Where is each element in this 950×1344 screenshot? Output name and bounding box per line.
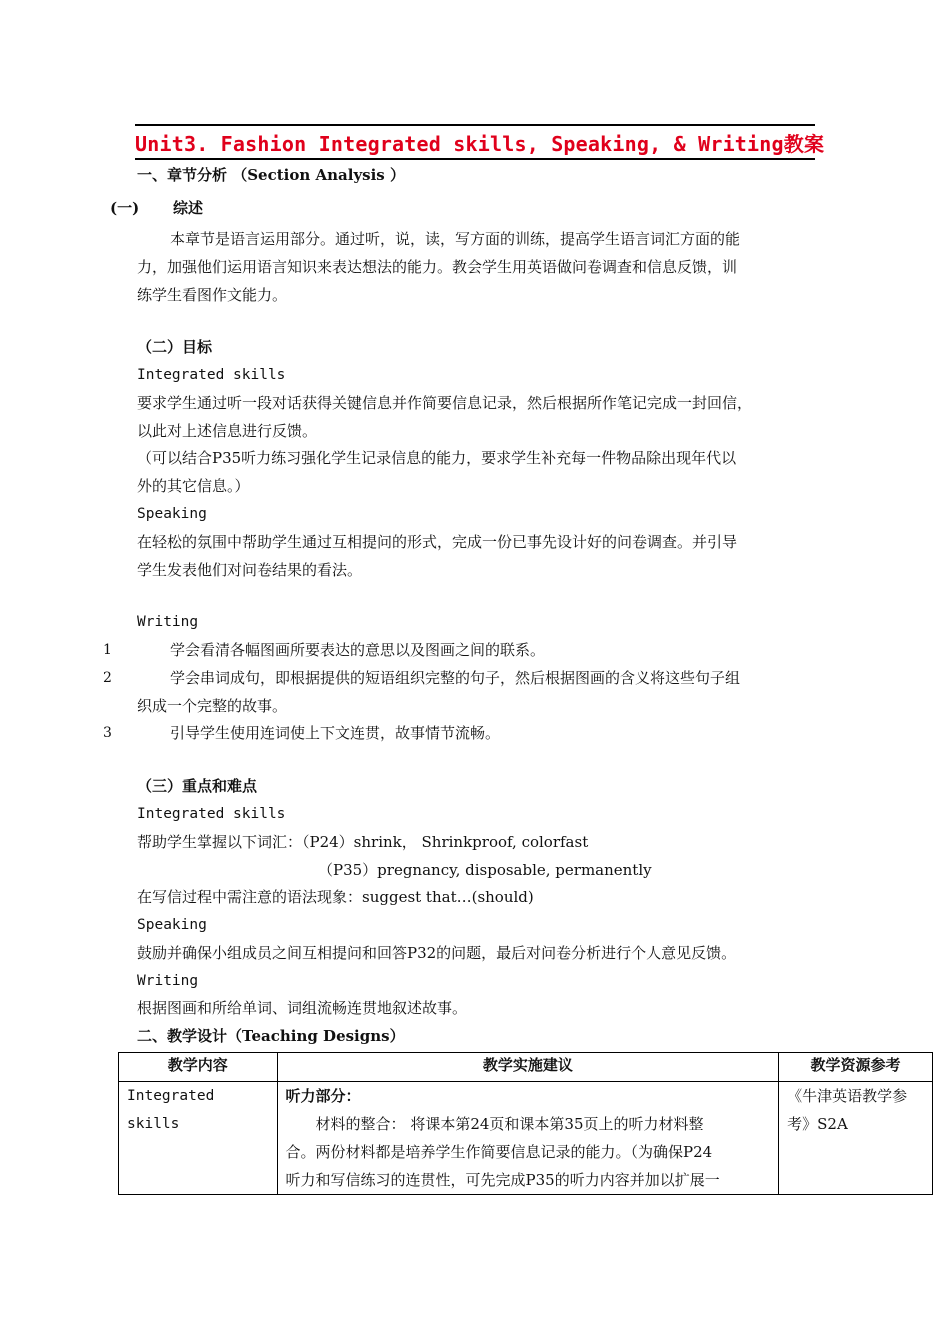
goal-integrated-line: 要求学生通过听一段对话获得关键信息并作简要信息记录，然后根据所作笔记完成一封回信， xyxy=(137,394,753,412)
goal-speaking-line: 学生发表他们对问卷结果的看法。 xyxy=(137,561,363,579)
key-vocab-line: （P35）pregnancy, disposable, permanently xyxy=(318,861,652,879)
header-cell: 教学资源参考 xyxy=(779,1053,933,1082)
section1-heading: 一、章节分析 （Section Analysis ） xyxy=(137,166,405,184)
title-banner xyxy=(135,124,825,160)
content-cell xyxy=(119,1082,278,1195)
suggestion-line: 听力和写信练习的连贯性，可先完成P35的听力内容并加以扩展一 xyxy=(285,1171,720,1189)
document-title: Unit3. Fashion Integrated skills, Speaking, & Writing教案 xyxy=(135,132,825,156)
header-cell: 教学实施建议 xyxy=(277,1053,779,1082)
sub1-marker: (一) xyxy=(110,199,140,217)
sub2-title: （二）目标 xyxy=(137,338,213,356)
key-vocab-line: 帮助学生掌握以下词汇：（P24）shrink， Shrinkproof, colorfast xyxy=(137,833,589,851)
key-speaking-heading: Speaking xyxy=(137,917,207,933)
resource-line: 考》S2A xyxy=(787,1115,848,1133)
goal-integrated-line: 以此对上述信息进行反馈。 xyxy=(137,422,318,440)
suggestion-line: 合。两份材料都是培养学生作简要信息记录的能力。（为确保P24 xyxy=(285,1143,713,1161)
writing-item-line: 学会看清各幅图画所要表达的意思以及图画之间的联系。 xyxy=(170,641,546,659)
resource-line: 《牛津英语教学参 xyxy=(787,1087,908,1105)
writing-item-line: 学会串词成句，即根据提供的短语组织完整的句子，然后根据图画的含义将这些句子组 xyxy=(170,669,741,687)
summary-line: 本章节是语言运用部分。通过听，说，读，写方面的训练，提高学生语言词汇方面的能 xyxy=(170,230,741,248)
writing-item-number: 1 xyxy=(103,642,112,658)
suggestion-cell xyxy=(277,1082,779,1195)
goal-speaking-heading: Speaking xyxy=(137,506,207,522)
key-writing-line: 根据图画和所给单词、词组流畅连贯地叙述故事。 xyxy=(137,999,468,1017)
writing-item-line: 引导学生使用连词使上下文连贯，故事情节流畅。 xyxy=(170,724,501,742)
table-header-row xyxy=(119,1053,933,1082)
suggestion-title: 听力部分： xyxy=(285,1087,361,1105)
goal-integrated-line: （可以结合P35听力练习强化学生记录信息的能力，要求学生补充每一件物品除出现年代以 xyxy=(137,449,737,467)
writing-item-number: 3 xyxy=(103,725,112,741)
writing-item-line: 织成一个完整的故事。 xyxy=(137,697,288,715)
key-writing-heading: Writing xyxy=(137,973,199,989)
writing-item-number: 2 xyxy=(103,670,112,686)
summary-line: 力，加强他们运用语言知识来表达想法的能力。教会学生用英语做问卷调查和信息反馈，训 xyxy=(137,258,738,276)
sub1-title: 综述 xyxy=(173,199,204,217)
content-line: skills xyxy=(127,1116,180,1132)
section2-heading: 二、教学设计（Teaching Designs） xyxy=(137,1027,405,1045)
header-cell: 教学内容 xyxy=(119,1053,278,1082)
goal-writing-heading: Writing xyxy=(137,614,199,630)
suggestion-line: 材料的整合： 将课本第24页和课本第35页上的听力材料整 xyxy=(315,1115,704,1133)
goal-speaking-line: 在轻松的氛围中帮助学生通过互相提问的形式，完成一份已事先设计好的问卷调查。并引导 xyxy=(137,533,738,551)
teaching-design-table xyxy=(118,1052,933,1195)
key-speaking-line: 鼓励并确保小组成员之间互相提问和回答P32的问题，最后对问卷分析进行个人意见反馈。 xyxy=(137,944,737,962)
goal-integrated-line: 外的其它信息。） xyxy=(137,477,250,495)
key-integrated-heading: Integrated skills xyxy=(137,806,286,822)
resource-cell xyxy=(779,1082,933,1195)
summary-line: 练学生看图作文能力。 xyxy=(137,286,288,304)
key-grammar-line: 在写信过程中需注意的语法现象：suggest that…(should) xyxy=(137,888,534,906)
table-row xyxy=(119,1082,933,1195)
goal-integrated-heading: Integrated skills xyxy=(137,367,286,383)
content-line: Integrated xyxy=(127,1088,215,1104)
sub3-title: （三）重点和难点 xyxy=(137,777,258,795)
